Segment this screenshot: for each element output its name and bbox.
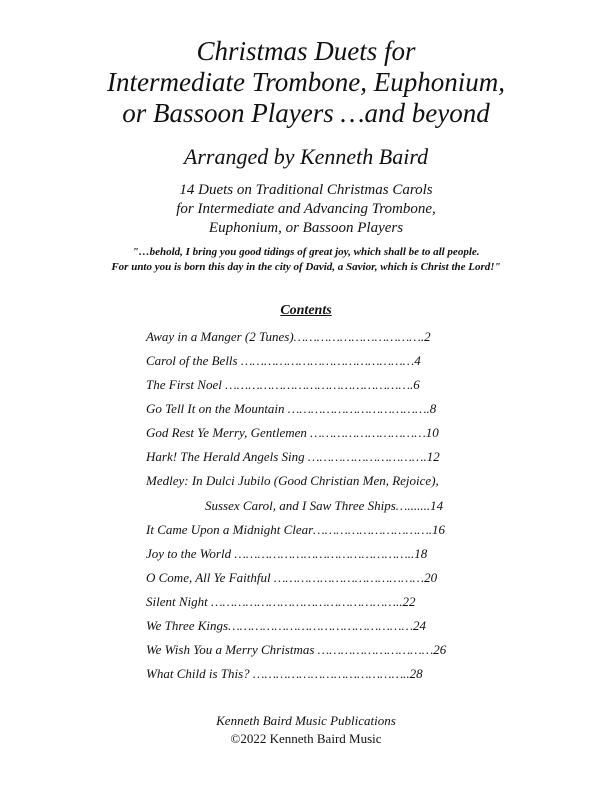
toc-entry-away-in-a-manger: Away in a Manger (2 Tunes)…………………………….2 [146,329,431,344]
contents-heading: Contents [280,303,332,318]
quote-line-2: For unto you is born this day in the city of David, a Savior, which is Christ the Lord!" [111,261,501,273]
toc-entry-o-come-all-ye: O Come, All Ye Faithful …………………………………20 [146,570,438,585]
toc-entry-we-wish-you: We Wish You a Merry Christmas …………………………26 [146,642,447,657]
toc-entry-god-rest-ye-merry: God Rest Ye Merry, Gentlemen …………………………10 [146,425,439,440]
toc-entry-silent-night: Silent Night …………………………………………..22 [146,594,416,609]
footer [0,712,612,748]
copyright-notice: ©2022 Kenneth Baird Music [230,731,382,746]
book-subtitle [0,181,612,238]
toc-entry-joy-to-the-world: Joy to the World ………………………………………..18 [146,546,428,561]
toc-entry-what-child: What Child is This? …………………………………..28 [146,666,423,681]
toc-entry-medley-line-2: Sussex Carol, and I Saw Three Ships….......14 [205,498,444,513]
subtitle-line-2: for Intermediate and Advancing Trombone, [176,201,436,217]
quote-line-1: "…behold, I bring you good tidings of great joy, which shall be to all people. [132,246,480,258]
subtitle-line-1: 14 Duets on Traditional Christmas Carols [179,182,433,198]
toc-entry-go-tell-it: Go Tell It on the Mountain ……………………………….8 [146,401,437,416]
subtitle-line-3: Euphonium, or Bassoon Players [208,220,404,236]
book-title [0,36,612,129]
title-line-3: or Bassoon Players …and beyond [122,98,490,128]
toc-entry-hark-the-herald: Hark! The Herald Angels Sing ………………………….12 [146,449,440,464]
toc-entry-medley-line-1: Medley: In Dulci Jubilo (Good Christian Men, Rejoice), [146,473,439,488]
scripture-quote [0,245,612,275]
title-line-2: Intermediate Trombone, Euphonium, [107,67,505,97]
toc-entry-we-three-kings: We Three Kings…………………………………………24 [146,618,427,633]
title-line-1: Christmas Duets for [196,36,416,66]
toc-entry-carol-of-the-bells: Carol of the Bells ………………………………………4 [146,353,421,368]
toc-entry-it-came-upon: It Came Upon a Midnight Clear………………………….16 [146,522,446,537]
toc-entry-the-first-noel: The First Noel ………………………………………….6 [146,377,420,392]
arranger-credit: Arranged by Kenneth Baird [183,144,429,169]
publisher-name: Kenneth Baird Music Publications [216,713,396,728]
